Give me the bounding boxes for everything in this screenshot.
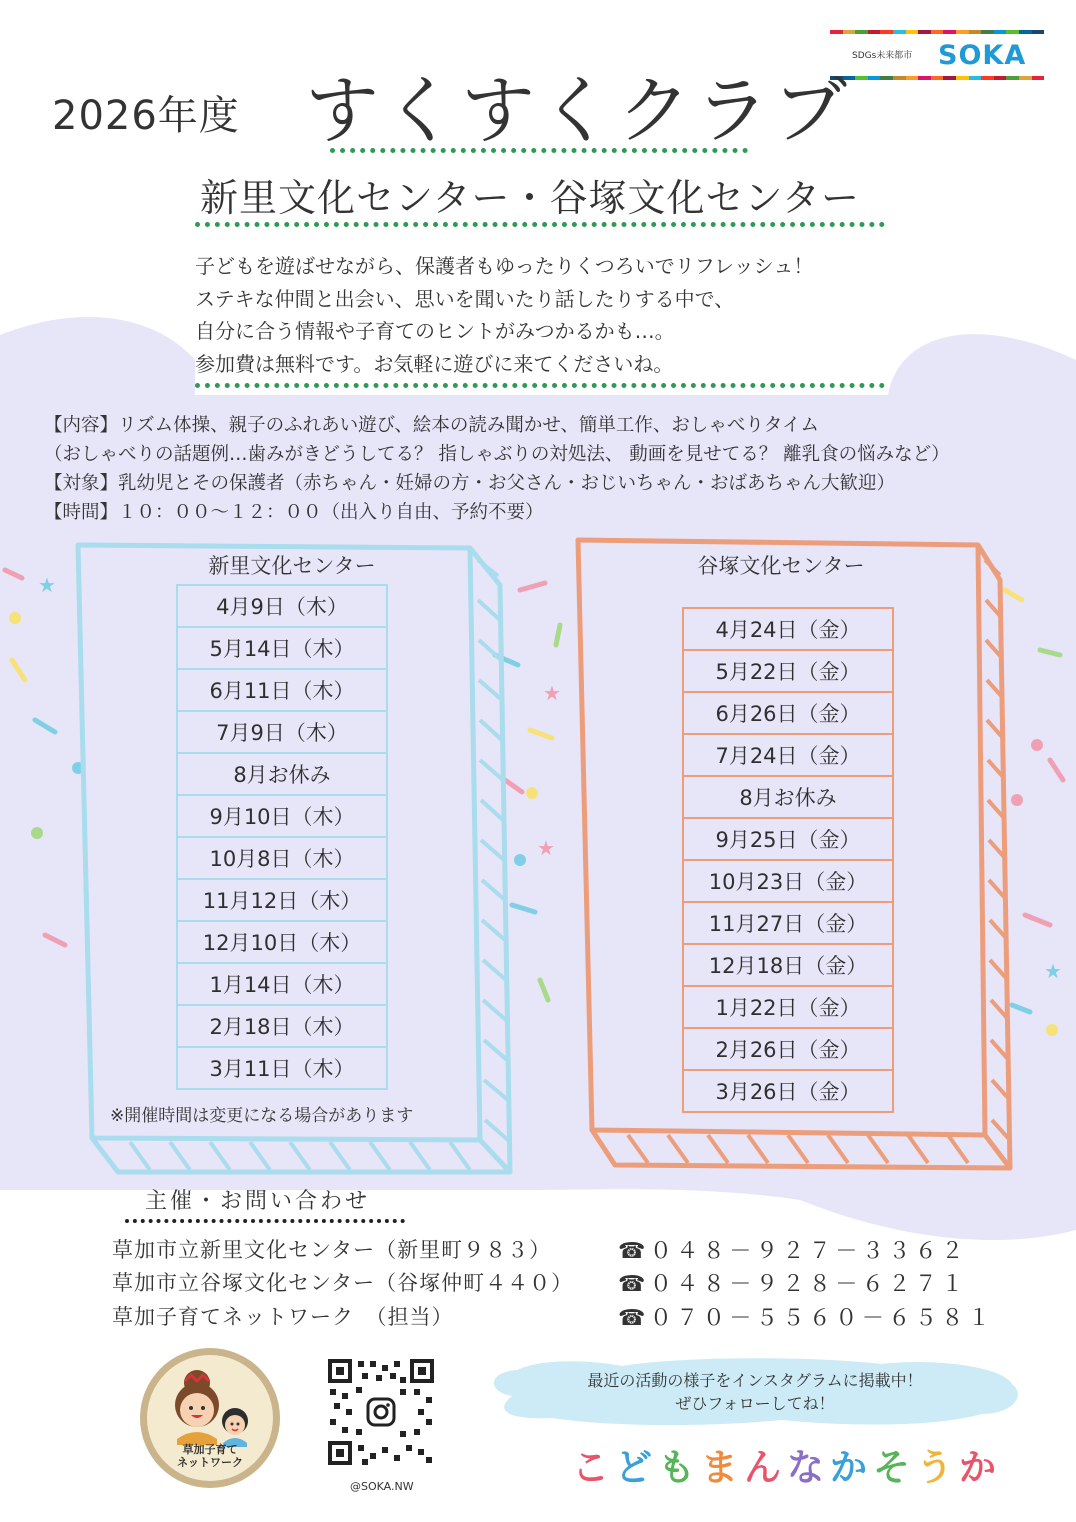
instagram-qr-code[interactable] (326, 1357, 436, 1467)
slogan-char: ま (701, 1446, 744, 1489)
event-details (44, 411, 950, 527)
date-cell: 7月9日（木） (177, 711, 387, 753)
intro-dotted-divider (195, 383, 885, 388)
date-cell: 9月25日（金） (683, 818, 893, 860)
date-cell: 10月23日（金） (683, 860, 893, 902)
badge-text-line1: 草加子育て (182, 1443, 238, 1456)
slogan-char: ど (615, 1446, 658, 1489)
table-row (683, 650, 893, 692)
intro-line: 子どもを遊ばせながら、保護者もゆったりくつろいでリフレッシュ！ (195, 254, 814, 278)
intro-text (195, 250, 813, 380)
title-dotted-divider (330, 148, 748, 153)
date-cell: 4月9日（木） (177, 585, 387, 627)
table-row (683, 818, 893, 860)
slogan-char: か (959, 1446, 1002, 1489)
table-row (683, 860, 893, 902)
date-cell: 1月14日（木） (177, 963, 387, 1005)
details-topics: （おしゃべりの話題例…歯みがきどうしてる？ 指しゃぶりの対処法、 動画を見せてる？ 離乳食の悩みなど） (44, 444, 950, 465)
table-row (683, 902, 893, 944)
details-content: 【内容】リズム体操、親子のふれあい遊び、絵本の読み聞かせ、簡単工作、おしゃべりタイム (44, 415, 819, 436)
table-row (683, 944, 893, 986)
table-row (177, 921, 387, 963)
date-cell: 12月18日（金） (683, 944, 893, 986)
niisato-panel-title: 新里文化センター (208, 554, 376, 578)
slogan-char: そ (873, 1446, 916, 1489)
date-cell: 8月お休み (683, 776, 893, 818)
year-label: 2026年度 (52, 93, 240, 139)
date-cell: 5月14日（木） (177, 627, 387, 669)
table-row (683, 734, 893, 776)
venues-subtitle: 新里文化センター・谷塚文化センター (200, 176, 860, 220)
svg-text:★: ★ (537, 836, 555, 860)
intro-line: 自分に合う情報や子育てのヒントがみつかるかも…。 (195, 319, 675, 343)
table-row (177, 711, 387, 753)
table-row (177, 1047, 387, 1089)
table-row (177, 837, 387, 879)
date-cell: 2月18日（木） (177, 1005, 387, 1047)
table-row (177, 627, 387, 669)
niisato-schedule-table (176, 584, 388, 1090)
svg-text:★: ★ (543, 681, 561, 705)
table-row (683, 1070, 893, 1112)
table-row (177, 879, 387, 921)
contact-tel-network[interactable]: ☎０７０－５５６０－６５８１ (618, 1306, 995, 1331)
date-cell: 3月26日（金） (683, 1070, 893, 1112)
table-row (683, 776, 893, 818)
sdgs-color-stripe-top (830, 30, 1044, 34)
slogan-char: も (658, 1446, 701, 1489)
contact-heading: 主催・お問い合わせ (145, 1189, 371, 1214)
svg-text:★: ★ (38, 573, 56, 597)
table-row (683, 986, 893, 1028)
slogan-char: こ (572, 1446, 615, 1489)
slogan-char: な (787, 1446, 830, 1489)
details-time: 【時間】１０：００～１２：００（出入り自由、予約不要） (44, 502, 544, 523)
logo-wordmark: SOKA (938, 40, 1027, 71)
date-cell: 11月12日（木） (177, 879, 387, 921)
date-cell: 4月24日（金） (683, 608, 893, 650)
table-row (177, 669, 387, 711)
table-row (683, 608, 893, 650)
date-cell: 2月26日（金） (683, 1028, 893, 1070)
table-row (177, 795, 387, 837)
date-cell: 6月26日（金） (683, 692, 893, 734)
date-cell: 9月10日（木） (177, 795, 387, 837)
network-badge-logo (140, 1348, 280, 1488)
date-cell: 5月22日（金） (683, 650, 893, 692)
date-cell: 11月27日（金） (683, 902, 893, 944)
instagram-message-line: ぜひフォローしてね！ (675, 1394, 835, 1413)
schedule-note: ※開催時間は変更になる場合があります (110, 1106, 414, 1126)
details-target: 【対象】乳幼児とその保護者（赤ちゃん・妊婦の方・お父さん・おじいちゃん・おばあちゃん大歓迎） (44, 473, 896, 494)
intro-line: ステキな仲間と出会い、思いを聞いたり話したりする中で、 (195, 286, 735, 311)
date-cell: 6月11日（木） (177, 669, 387, 711)
table-row (177, 963, 387, 1005)
page-title: すくすくクラブ (305, 68, 851, 154)
yatsuka-schedule-table (682, 607, 894, 1113)
intro-line: 参加費は無料です。お気軽に遊びに来てくださいね。 (195, 351, 674, 376)
contact-name-niisato: 草加市立新里文化センター（新里町９８３） (112, 1238, 552, 1262)
badge-text-line2: ネットワーク (177, 1456, 243, 1469)
slogan-char: ん (744, 1446, 787, 1489)
date-cell: 10月8日（木） (177, 837, 387, 879)
logo-subtitle: SDGs未来都市 (852, 51, 913, 61)
slogan-kodomo-mannaka-soka (572, 1437, 1002, 1491)
table-row (177, 1005, 387, 1047)
contact-tel-niisato[interactable]: ☎０４８－９２７－３３６２ (618, 1239, 968, 1264)
date-cell: 12月10日（木） (177, 921, 387, 963)
contact-name-network: 草加子育てネットワーク （担当） (112, 1305, 454, 1329)
subtitle-dotted-divider (195, 222, 885, 227)
date-cell: 7月24日（金） (683, 734, 893, 776)
yatsuka-panel-title: 谷塚文化センター (697, 554, 865, 578)
date-cell: 1月22日（金） (683, 986, 893, 1028)
contact-tel-yatsuka[interactable]: ☎０４８－９２８－６２７１ (618, 1272, 968, 1297)
table-row (177, 585, 387, 627)
sdgs-color-stripe-bottom (830, 76, 1044, 80)
instagram-handle: @SOKA.NW (350, 1480, 414, 1493)
table-row (177, 753, 387, 795)
contact-name-yatsuka: 草加市立谷塚文化センター（谷塚仲町４４０） (112, 1271, 574, 1295)
slogan-char: う (916, 1446, 959, 1489)
date-cell: 3月11日（木） (177, 1047, 387, 1089)
contact-dotted-divider (125, 1219, 405, 1223)
slogan-char: か (830, 1446, 873, 1489)
table-row (683, 692, 893, 734)
soka-sdgs-logo (830, 30, 1044, 82)
svg-text:★: ★ (1044, 959, 1062, 983)
instagram-message (510, 1369, 1000, 1415)
instagram-message-line: 最近の活動の様子をインスタグラムに掲載中！ (587, 1371, 923, 1390)
date-cell: 8月お休み (177, 753, 387, 795)
table-row (683, 1028, 893, 1070)
